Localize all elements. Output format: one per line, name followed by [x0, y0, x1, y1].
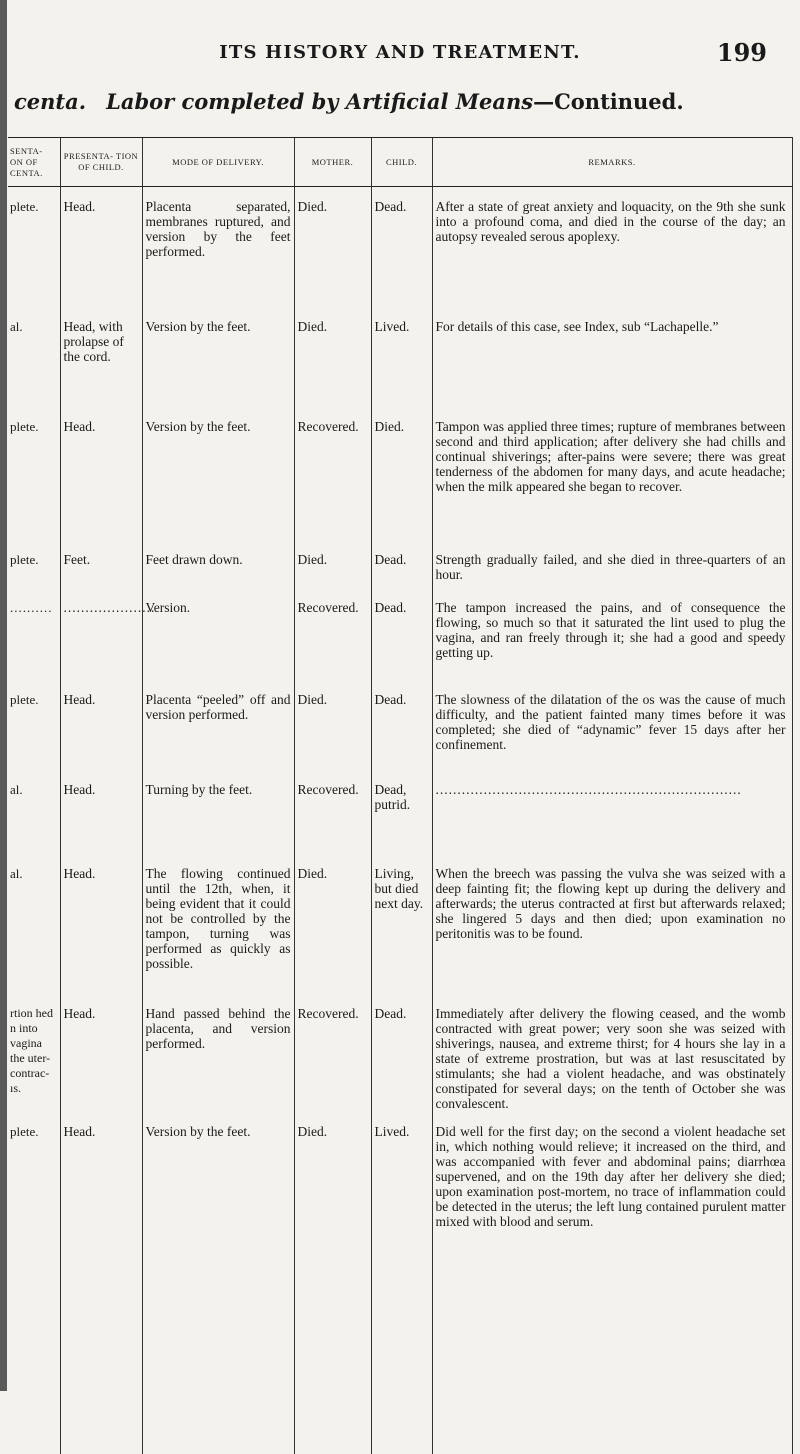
cell-remarks: Did well for the first day; on the second a violent headache set in, which nothing would relieve; it increased on the third, and was accompanied with fever and abdominal pains; diarrhœa supervened, and on the 19th day after her delivery she died; upon examination post-mortem, no trace of inflammation could be detected in the uterus; the left lung contained purulent matter mixed with blood and serum.	[432, 1124, 792, 1454]
header-placenta: SENTA- ON OF CENTA.	[8, 138, 60, 187]
table-row	[8, 319, 792, 419]
table-row	[8, 552, 792, 600]
cell-placenta: plete.	[10, 691, 39, 707]
cell-placenta: al.	[10, 781, 23, 797]
cell-presentation: Feet.	[60, 552, 142, 600]
cell-placenta: plete.	[10, 418, 39, 434]
cell-child: Dead.	[371, 1006, 432, 1124]
heading-left: centa.	[14, 89, 87, 114]
cell-delivery: Version by the feet.	[142, 419, 294, 552]
cell-delivery: Placenta separated, membranes ruptured, and version by the feet performed.	[142, 187, 294, 319]
cell-remarks: Immediately after delivery the flowing ceased, and the womb contracted with great power; very soon she was seized with shiverings, nausea, and extreme thirst; for 4 hours she lay in a state of extreme prostration, but was at last resuscitated by stimulants; she had a violent headache, and was obstinately constipated for several days; on the tenth of October she was convalescent.	[432, 1006, 792, 1124]
header-remarks: REMARKS.	[432, 138, 792, 187]
cell-delivery: Version by the feet.	[142, 319, 294, 419]
cell-remarks: Tampon was applied three times; rupture of membranes between second and third application; after delivery she had chills and continual shiverings; after-pains were severe; there was great tenderness of the abdomen for many days, and acute headache; when the milk appeared she began to recover.	[432, 419, 792, 552]
cell-placenta: plete.	[10, 199, 39, 214]
cell-child: Dead.	[371, 692, 432, 782]
table-row	[8, 1124, 792, 1454]
labor-table	[8, 137, 793, 1454]
table-row	[8, 692, 792, 782]
cell-placenta: plete.	[10, 1123, 39, 1139]
cell-presentation: Head, with prolapse of the cord.	[60, 319, 142, 419]
table-row	[8, 600, 792, 692]
page-edge-shadow	[0, 0, 7, 1391]
cell-child: Lived.	[371, 319, 432, 419]
cell-mother: Recovered.	[294, 782, 371, 866]
cell-child: Dead.	[371, 600, 432, 692]
cell-mother: Died.	[294, 866, 371, 1006]
cell-remarks: Strength gradually failed, and she died in three-quarters of an hour.	[432, 552, 792, 600]
cell-delivery: Feet drawn down.	[142, 552, 294, 600]
cell-presentation: .....................	[60, 600, 142, 692]
cell-presentation: Head.	[60, 1006, 142, 1124]
cell-presentation: Head.	[60, 187, 142, 319]
table-row	[8, 1006, 792, 1124]
cell-remarks: ......................................................................	[432, 782, 792, 866]
cell-mother: Recovered.	[294, 419, 371, 552]
cell-mother: Recovered.	[294, 1006, 371, 1124]
header-child: CHILD.	[371, 138, 432, 187]
cell-placenta: rtion hed n into vagina the uter- contrac- ıs.	[10, 1005, 53, 1095]
heading-italic: Labor completed by Artificial Means	[106, 89, 534, 114]
cell-remarks: For details of this case, see Index, sub “Lachapelle.”	[432, 319, 792, 419]
cell-delivery: Version.	[142, 600, 294, 692]
cell-mother: Died.	[294, 692, 371, 782]
cell-child: Dead.	[371, 552, 432, 600]
cell-delivery: Hand passed behind the placenta, and version performed.	[142, 1006, 294, 1124]
table-row	[8, 187, 792, 319]
table-row	[8, 782, 792, 866]
header-mother: MOTHER.	[294, 138, 371, 187]
cell-presentation: Head.	[60, 692, 142, 782]
cell-placenta: plete.	[10, 551, 39, 567]
cell-mother: Recovered.	[294, 600, 371, 692]
cell-delivery: Version by the feet.	[142, 1124, 294, 1454]
cell-child: Lived.	[371, 1124, 432, 1454]
running-title: ITS HISTORY AND TREATMENT.	[219, 42, 581, 63]
cell-placenta: al.	[10, 318, 23, 334]
cell-presentation: Head.	[60, 782, 142, 866]
cell-child: Living, but died next day.	[371, 866, 432, 1006]
cell-mother: Died.	[294, 1124, 371, 1454]
cell-delivery: The flowing continued until the 12th, when, it being evident that it could not be controlled by the tampon, turning was performed as quickly as possible.	[142, 866, 294, 1006]
cell-mother: Died.	[294, 187, 371, 319]
cell-child: Dead, putrid.	[371, 782, 432, 866]
cell-remarks: After a state of great anxiety and loquacity, on the 9th she sunk into a profound coma, and died in the course of the day; an autopsy revealed serous apoplexy.	[432, 187, 792, 319]
table-row	[8, 866, 792, 1006]
running-head	[0, 40, 800, 70]
cell-placenta: al.	[10, 865, 23, 881]
header-delivery: MODE OF DELIVERY.	[142, 138, 294, 187]
cell-child: Dead.	[371, 187, 432, 319]
table-header-row	[8, 138, 792, 187]
table-row	[8, 419, 792, 552]
cell-child: Died.	[371, 419, 432, 552]
cell-mother: Died.	[294, 552, 371, 600]
page-number: 199	[716, 38, 767, 67]
cell-delivery: Placenta “peeled” off and version performed.	[142, 692, 294, 782]
cell-placenta: ..........	[10, 599, 53, 615]
cell-delivery: Turning by the feet.	[142, 782, 294, 866]
cell-remarks: The tampon increased the pains, and of consequence the flowing, so much so that it saturated the lint used to plug the vagina, and ran freely through it; she had a good and speedy getting up.	[432, 600, 792, 692]
cell-presentation: Head.	[60, 866, 142, 1006]
cell-mother: Died.	[294, 319, 371, 419]
cell-presentation: Head.	[60, 419, 142, 552]
cell-presentation: Head.	[60, 1124, 142, 1454]
header-presentation: PRESENTA- TION OF CHILD.	[60, 138, 142, 187]
cell-remarks: The slowness of the dilatation of the os was the cause of much difficulty, and the patient fainted many times before it was completed; she died of “adynamic” fever 15 days after her confinement.	[432, 692, 792, 782]
table-heading	[14, 89, 684, 114]
cell-remarks: When the breech was passing the vulva she was seized with a deep fainting fit; the flowing kept up during the delivery and afterwards; the uterus contracted at first but afterwards relaxed; she lingered 5 days and then died; upon examination no peritonitis was to be found.	[432, 866, 792, 1006]
heading-continued: —Continued.	[533, 89, 684, 114]
